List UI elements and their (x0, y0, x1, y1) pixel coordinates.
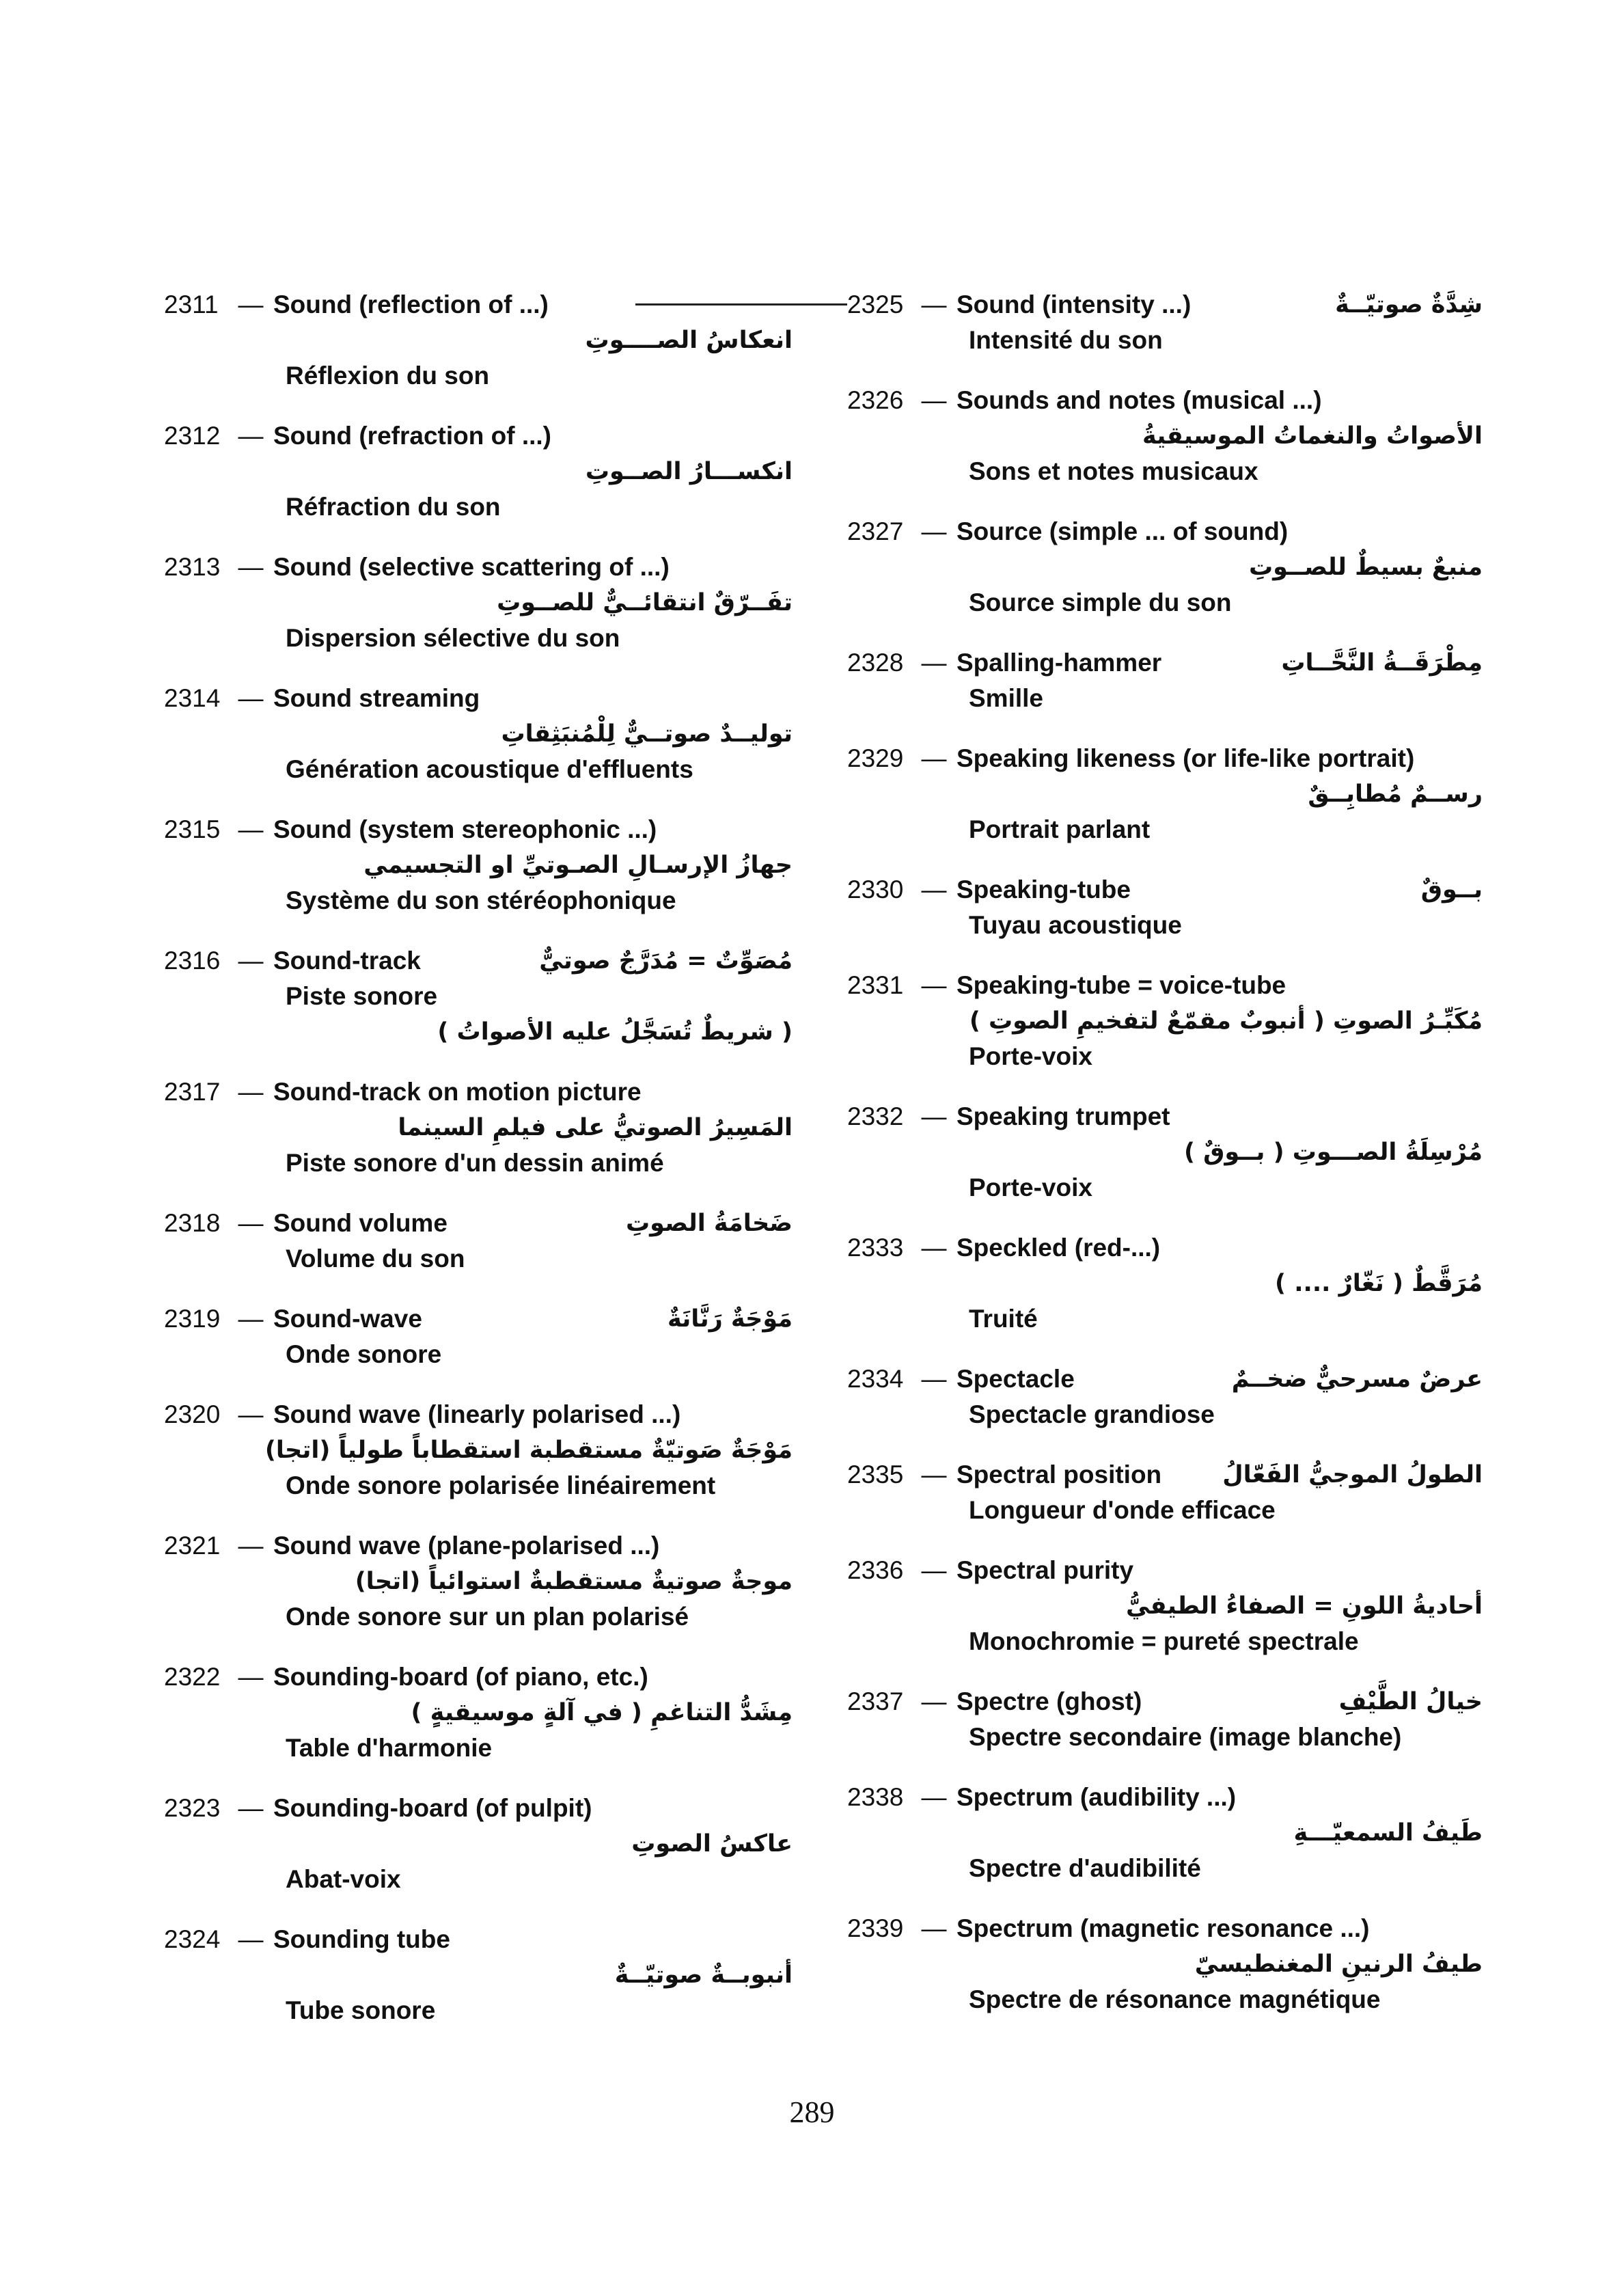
entry-headline (164, 1659, 799, 1695)
english-term: Sounding-board (of pulpit) (273, 1794, 592, 1822)
french-term: Onde sonore polarisée linéairement (286, 1471, 716, 1499)
english-term: Sound (intensity ...) (956, 290, 1192, 318)
dictionary-entry (164, 287, 799, 394)
entry-headline (847, 514, 1489, 549)
dictionary-entry (164, 812, 799, 919)
dictionary-entry (847, 1553, 1489, 1659)
entry-number: 2336 (847, 1556, 904, 1584)
french-term: Génération acoustique d'effluents (286, 755, 693, 783)
arabic-term: جهازُ الإرسـالِ الصـوتيِّ او التجسيمي (363, 852, 793, 879)
entry-headline (847, 383, 1489, 418)
arabic-term: رســمٌ مُطابِــقٌ (1308, 780, 1483, 808)
english-term: Sound-wave (273, 1305, 422, 1333)
entry-headline (164, 1922, 799, 1957)
em-dash: — (921, 517, 947, 545)
english-term: Speaking-tube (956, 875, 1131, 903)
dictionary-entry (847, 645, 1489, 716)
dictionary-entry (847, 1361, 1489, 1432)
english-term: Spectre (ghost) (956, 1687, 1142, 1715)
entry-headline (164, 549, 799, 585)
english-term: Sound-track (273, 947, 421, 975)
entry-headline (847, 1099, 1489, 1134)
dictionary-entry (164, 1659, 799, 1766)
english-term: Sound wave (plane-polarised ...) (273, 1532, 660, 1560)
dictionary-entry (847, 1099, 1489, 1206)
em-dash: — (238, 947, 264, 975)
em-dash: — (238, 1663, 264, 1691)
entry-number: 2325 (847, 290, 904, 318)
french-term: Réfraction du son (286, 493, 501, 521)
em-dash: — (921, 1460, 947, 1488)
entry-headline (847, 741, 1489, 776)
english-term: Spectacle (956, 1365, 1075, 1393)
arabic-term: منبعٌ بسيطٌ للصــوتِ (1248, 554, 1483, 581)
french-term: Onde sonore sur un plan polarisé (286, 1603, 689, 1631)
dictionary-entry (164, 1301, 799, 1372)
dictionary-entry (847, 287, 1489, 358)
french-term: Tuyau acoustique (969, 911, 1182, 939)
entry-number: 2328 (847, 649, 904, 677)
arabic-term: مَوْجَةٌ صَوتيّةٌ مستقطبة استقطاباً طولياً (اتجا) (264, 1437, 793, 1464)
french-term: Spectre de résonance magnétique (969, 1985, 1381, 2013)
page-number: 289 (789, 2095, 835, 2129)
french-term: Sons et notes musicaux (969, 457, 1258, 485)
dictionary-entry (164, 1074, 799, 1181)
entry-number: 2311 (164, 290, 219, 318)
entry-number: 2335 (847, 1460, 904, 1488)
entry-headline (164, 1528, 799, 1564)
em-dash: — (921, 1365, 947, 1393)
english-term: Sounding tube (273, 1925, 450, 1953)
english-term: Sound (system stereophonic ...) (273, 815, 657, 843)
dictionary-entry (847, 514, 1489, 621)
arabic-term: مِشَدُّ التناغمِ ( في آلةٍ موسيقيةٍ ) (411, 1699, 793, 1726)
french-term: Table d'harmonie (286, 1734, 493, 1762)
em-dash: — (921, 1783, 947, 1811)
entry-number: 2319 (164, 1305, 221, 1333)
entry-number: 2338 (847, 1783, 904, 1811)
english-term: Speaking trumpet (956, 1102, 1170, 1130)
em-dash: — (921, 1687, 947, 1715)
french-term: Spectre d'audibilité (969, 1854, 1201, 1882)
em-dash: — (921, 971, 947, 999)
em-dash: — (238, 553, 264, 581)
entry-number: 2320 (164, 1400, 221, 1428)
entry-number: 2313 (164, 553, 221, 581)
dictionary-entry (847, 1780, 1489, 1886)
entry-headline (847, 1911, 1489, 1946)
entry-headline (847, 1780, 1489, 1815)
em-dash: — (238, 1305, 264, 1333)
french-term: Système du son stéréophonique (286, 886, 676, 914)
right-column (847, 287, 1489, 2017)
french-term: Intensité du son (969, 326, 1163, 354)
french-term: Smille (969, 684, 1043, 712)
entry-headline (164, 287, 799, 323)
arabic-term: طَيفُ السمعيّـــةِ (1293, 1819, 1483, 1847)
dictionary-entry (847, 1684, 1489, 1755)
english-term: Spectrum (magnetic resonance ...) (956, 1914, 1370, 1942)
entry-headline (164, 1074, 799, 1110)
english-term: Sound-track on motion picture (273, 1078, 642, 1106)
french-term: Piste sonore d'un dessin animé (286, 1149, 664, 1177)
arabic-term: خيالُ الطَّيْفِ (1338, 1688, 1483, 1715)
em-dash: — (921, 649, 947, 677)
entry-headline (164, 1397, 799, 1432)
english-term: Spectral purity (956, 1556, 1134, 1584)
arabic-term: بــوقٌ (1420, 876, 1483, 903)
em-dash: — (238, 1400, 264, 1428)
arabic-term: طيفُ الرنينِ المغنطيسيّ (1194, 1950, 1483, 1978)
french-term: Spectre secondaire (image blanche) (969, 1723, 1402, 1751)
french-term: Porte-voix (969, 1042, 1092, 1070)
english-term: Spectrum (audibility ...) (956, 1783, 1237, 1811)
em-dash: — (921, 290, 947, 318)
english-term: Sound volume (273, 1209, 448, 1237)
arabic-term: مُرَقَّطٌ ( نَغّارٌ .... ) (1275, 1270, 1483, 1297)
arabic-term: مُكَبِّـرُ الصوتِ ( أنبوبٌ مقمّعٌ لتفخيمِ الصوتِ ) (969, 1007, 1483, 1035)
entry-number: 2324 (164, 1925, 221, 1953)
arabic-term: مُرْسِلَةُ الصـــوتِ ( بــوقٌ ) (1183, 1139, 1483, 1166)
french-term: Longueur d'onde efficace (969, 1496, 1276, 1524)
dictionary-entry (164, 1922, 799, 2028)
english-term: Sounds and notes (musical ...) (956, 386, 1322, 414)
em-dash: — (238, 422, 264, 450)
arabic-term: شِدَّةٌ صوتيّــةٌ (1335, 291, 1483, 318)
entry-number: 2327 (847, 517, 904, 545)
em-dash: — (238, 1078, 264, 1106)
em-dash: — (238, 1532, 264, 1560)
entry-number: 2329 (847, 744, 904, 772)
entry-number: 2326 (847, 386, 904, 414)
em-dash: — (238, 1794, 264, 1822)
arabic-term: الطولُ الموجيُّ الفَعّالُ (1222, 1461, 1483, 1488)
entry-headline (164, 681, 799, 716)
entry-number: 2318 (164, 1209, 221, 1237)
dictionary-entry (847, 741, 1489, 847)
english-term: Speckled (red-...) (956, 1234, 1161, 1262)
french-term: Monochromie = pureté spectrale (969, 1627, 1359, 1655)
entry-headline (847, 968, 1489, 1003)
arabic-term: الأصواتُ والنغماتُ الموسيقيةُ (1142, 422, 1483, 450)
french-term: Porte-voix (969, 1173, 1092, 1201)
entry-number: 2322 (164, 1663, 221, 1691)
entry-headline (847, 1230, 1489, 1266)
dictionary-entry (164, 1791, 799, 1897)
french-term: Onde sonore (286, 1340, 442, 1368)
dictionary-entry (164, 1206, 799, 1277)
entry-number: 2332 (847, 1102, 904, 1130)
arabic-term: توليــدٌ صوتــيٌّ لِلْمُنبَثِقاتِ (501, 720, 793, 748)
arabic-term: انكســـارُ الصــوتِ (585, 458, 793, 485)
dictionary-entry (847, 1230, 1489, 1337)
english-term: Source (simple ... of sound) (956, 517, 1289, 545)
arabic-term: المَسِيرُ الصوتيُّ على فيلمِ السينما (398, 1114, 793, 1141)
em-dash: — (921, 1102, 947, 1130)
dictionary-entry (164, 1397, 799, 1504)
arabic-term: عرضٌ مسرحيٌّ ضخــمٌ (1231, 1365, 1483, 1393)
arabic-term: تفَــرّقٌ انتقائــيٌّ للصــوتِ (497, 589, 793, 616)
french-term: Dispersion sélective du son (286, 624, 620, 652)
arabic-term: مِطْرَقَــةُ النَّحَّــاتِ (1281, 649, 1483, 677)
entry-number: 2323 (164, 1794, 221, 1822)
dictionary-entry (847, 1457, 1489, 1528)
french-term: Portrait parlant (969, 815, 1151, 843)
dictionary-entry (847, 1911, 1489, 2017)
arabic-term: مُصَوِّتٌ = مُدَرَّجٌ صوتيٌّ (539, 947, 793, 975)
em-dash: — (921, 1234, 947, 1262)
em-dash: — (921, 1556, 947, 1584)
arabic-term: عاكسُ الصوتِ (631, 1830, 793, 1858)
em-dash: — (238, 1925, 264, 1953)
entry-headline (164, 812, 799, 847)
english-term: Sound (selective scattering of ...) (273, 553, 670, 581)
english-term: Sound (reflection of ...) (273, 290, 549, 318)
entry-number: 2334 (847, 1365, 904, 1393)
em-dash: — (238, 290, 264, 318)
english-term: Sounding-board (of piano, etc.) (273, 1663, 648, 1691)
french-term: Truité (969, 1305, 1038, 1333)
english-term: Sound streaming (273, 684, 480, 712)
arabic-gloss: ( شريطٌ تُسَجَّلُ عليه الأصواتُ ) (437, 1018, 793, 1046)
entry-headline (164, 1791, 799, 1826)
dictionary-entry (847, 968, 1489, 1074)
french-term: Source simple du son (969, 588, 1232, 616)
em-dash: — (921, 386, 947, 414)
english-term: Sound wave (linearly polarised ...) (273, 1400, 681, 1428)
english-term: Sound (refraction of ...) (273, 422, 551, 450)
left-column (164, 287, 799, 2028)
dictionary-entry (164, 549, 799, 656)
entry-number: 2331 (847, 971, 904, 999)
english-term: Speaking-tube = voice-tube (956, 971, 1286, 999)
dictionary-entry (164, 681, 799, 787)
em-dash: — (238, 815, 264, 843)
entry-number: 2316 (164, 947, 221, 975)
em-dash: — (238, 684, 264, 712)
em-dash: — (921, 1914, 947, 1942)
french-term: Piste sonore (286, 982, 438, 1010)
dictionary-entry (164, 418, 799, 525)
arabic-term: أنبوبــةٌ صوتيّــةٌ (614, 1961, 793, 1989)
arabic-term: موجةٌ صوتيةٌ مستقطبةٌ استوائياً (اتجا) (355, 1568, 793, 1595)
french-term: Réflexion du son (286, 362, 490, 390)
french-term: Abat-voix (286, 1865, 401, 1893)
arabic-term: أحاديةُ اللونِ = الصفاءُ الطيفيُّ (1126, 1592, 1483, 1620)
arabic-term: مَوْجَةٌ رَنَّانَةٌ (667, 1305, 793, 1333)
dictionary-entry (164, 1528, 799, 1635)
entry-headline (164, 418, 799, 454)
dictionary-entry (847, 383, 1489, 489)
french-term: Tube sonore (286, 1996, 436, 2024)
arabic-term: انعكاسُ الصــــوتِ (585, 327, 793, 354)
em-dash: — (238, 1209, 264, 1237)
english-term: Spalling-hammer (956, 649, 1162, 677)
entry-number: 2333 (847, 1234, 904, 1262)
em-dash: — (921, 744, 947, 772)
english-term: Spectral position (956, 1460, 1162, 1488)
entry-number: 2314 (164, 684, 221, 712)
entry-number: 2312 (164, 422, 221, 450)
english-term: Speaking likeness (or life-like portrait) (956, 744, 1415, 772)
entry-number: 2321 (164, 1532, 221, 1560)
dictionary-entry (847, 872, 1489, 943)
entry-number: 2330 (847, 875, 904, 903)
arabic-term: ضَخامَةُ الصوتِ (625, 1210, 793, 1237)
entry-headline (847, 872, 1489, 908)
entry-number: 2337 (847, 1687, 904, 1715)
em-dash: — (921, 875, 947, 903)
entry-headline (847, 1553, 1489, 1588)
dictionary-entry (164, 943, 799, 1050)
entry-number: 2315 (164, 815, 221, 843)
entry-number: 2339 (847, 1914, 904, 1942)
entry-number: 2317 (164, 1078, 221, 1106)
french-term: Volume du son (286, 1245, 465, 1273)
french-term: Spectacle grandiose (969, 1400, 1215, 1428)
